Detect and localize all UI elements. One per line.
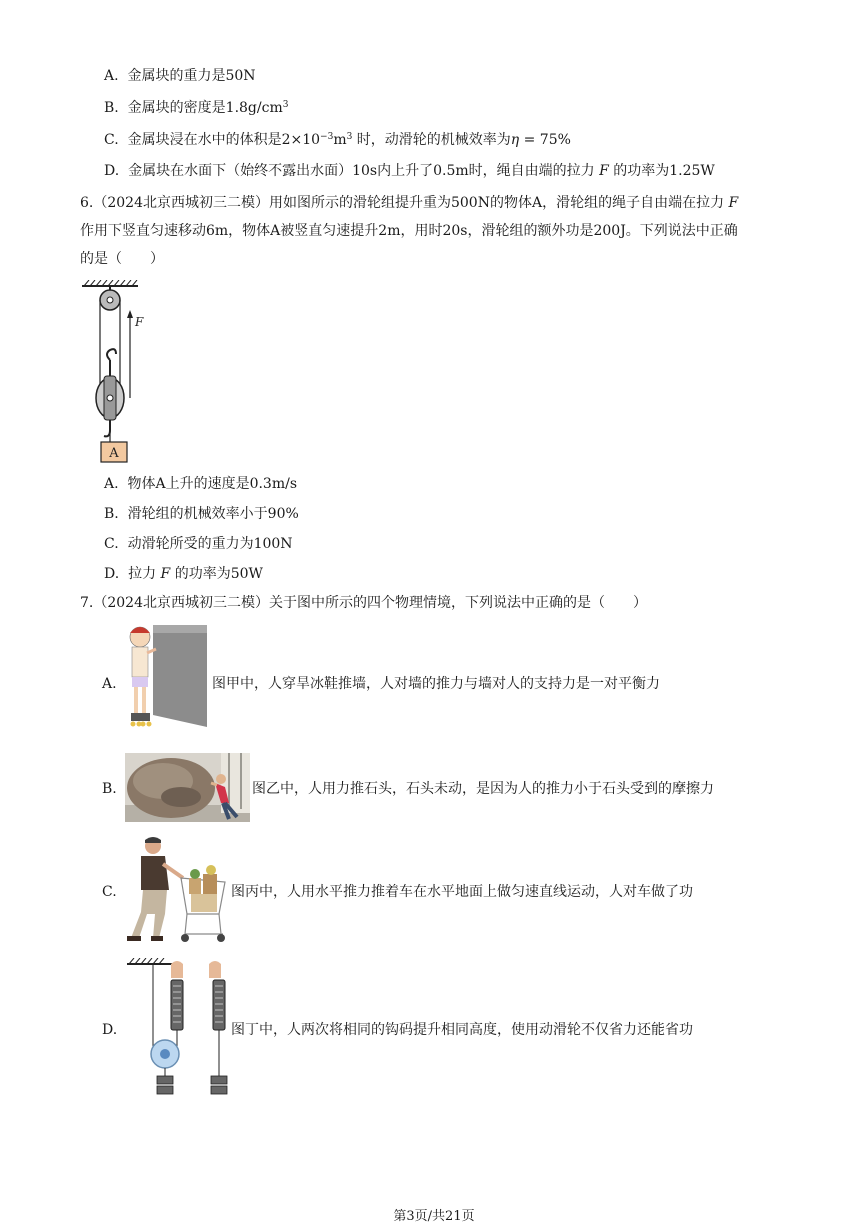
q6-option-d: D. 拉力 F 的功率为50W bbox=[104, 566, 263, 582]
q7-option-c-letter: C. bbox=[102, 884, 117, 900]
q7-option-c-text: 图丙中，人用水平推力推着车在水平地面上做匀速直线运动，人对车做了功 bbox=[231, 884, 693, 900]
q7-option-a-text: 图甲中，人穿旱冰鞋推墙，人对墙的推力与墙对人的支持力是一对平衡力 bbox=[212, 676, 660, 692]
page-footer: 第3页/共21页 bbox=[393, 1209, 475, 1224]
q7-option-a-letter: A. bbox=[102, 676, 117, 692]
block-label: A bbox=[109, 446, 119, 461]
q7-stem: 7.（2024北京西城初三二模）关于图中所示的四个物理情境，下列说法中正确的是（ ） bbox=[80, 595, 647, 611]
push-cart-image bbox=[125, 834, 229, 946]
q6-stem-line1: 6.（2024北京西城初三二模）用如图所示的滑轮组提升重为500N的物体A，滑轮组的绳子自由端在拉力 F bbox=[80, 195, 739, 211]
prev-option-a: A. 金属块的重力是50N bbox=[104, 68, 256, 84]
q7-option-d-text: 图丁中，人两次将相同的钩码提升相同高度，使用动滑轮不仅省力还能省功 bbox=[231, 1022, 693, 1038]
pulley-system-figure bbox=[76, 280, 156, 465]
q6-option-c: C. 动滑轮所受的重力为100N bbox=[104, 536, 293, 552]
skater-push-wall-image bbox=[123, 623, 209, 729]
force-label: F bbox=[135, 315, 144, 329]
prev-option-c: C. 金属块浸在水中的体积是$2\times 10^{-3}m^3$ 时，动滑轮的机械效率为η = 75% bbox=[104, 132, 571, 148]
q6-stem-line2: 作用下竖直匀速移动6m，物体A被竖直匀速提升2m，用时20s，滑轮组的额外功是200J。下列说法中正确 bbox=[80, 223, 738, 239]
q6-stem-line3: 的是（ ） bbox=[80, 251, 164, 267]
push-boulder-image bbox=[125, 753, 250, 822]
q7-option-d-letter: D. bbox=[102, 1022, 118, 1038]
q6-option-a: A. 物体A上升的速度是0.3m/s bbox=[104, 476, 298, 492]
spring-scale-pulley-image bbox=[125, 958, 229, 1098]
q7-option-b-text: 图乙中，人用力推石头，石头未动，是因为人的推力小于石头受到的摩擦力 bbox=[252, 781, 714, 797]
q7-option-b-letter: B. bbox=[102, 781, 117, 797]
prev-option-d: D. 金属块在水面下（始终不露出水面）10s内上升了0.5m时，绳自由端的拉力 F 的功率为1.25W bbox=[104, 163, 715, 179]
prev-option-b: B. 金属块的密度是$1.8g/cm^3$ bbox=[104, 100, 289, 116]
q6-option-b: B. 滑轮组的机械效率小于90% bbox=[104, 506, 299, 522]
